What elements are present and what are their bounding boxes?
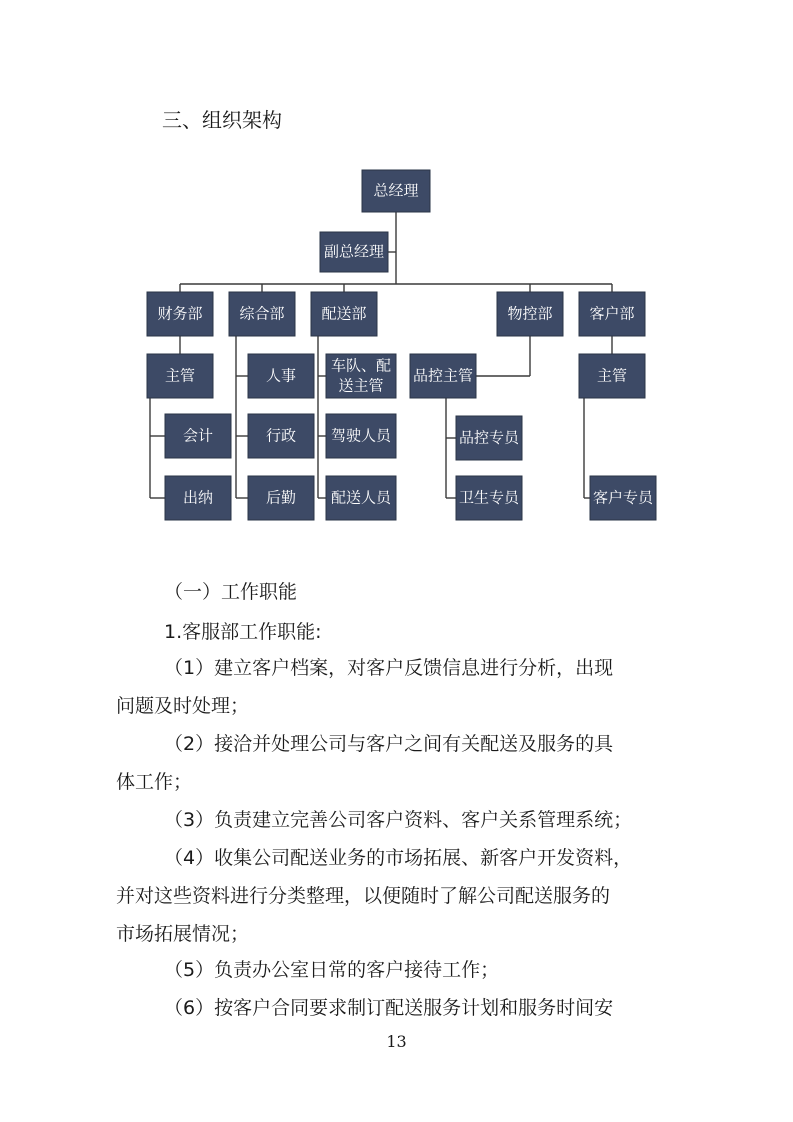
svg-text:驾驶人员: 驾驶人员: [330, 426, 392, 445]
subheading: （一）工作职能: [164, 581, 298, 603]
org-node-customer: [579, 292, 645, 336]
org-node-hygiene-specialist: [456, 476, 522, 520]
section-heading: 三、组织架构: [162, 108, 282, 132]
svg-text:综合部: 综合部: [239, 304, 285, 323]
org-node-drivers: [326, 414, 396, 458]
org-node-customer-supervisor: [579, 354, 645, 398]
duty-item-3: （3）负责建立完善公司客户资料、客户关系管理系统；: [164, 809, 633, 831]
svg-text:客户部: 客户部: [589, 304, 635, 323]
svg-text:主管: 主管: [164, 366, 196, 385]
svg-text:财务部: 财务部: [157, 304, 203, 323]
duty-item-2-cont: 体工作；: [116, 771, 193, 793]
org-node-logistics: [248, 476, 314, 520]
org-node-fleet-supervisor: [326, 354, 396, 398]
duty-item-4-cont2: 市场拓展情况；: [116, 923, 250, 945]
org-node-finance-supervisor: [147, 354, 213, 398]
org-node-general-manager: [362, 170, 430, 212]
svg-text:送主管: 送主管: [338, 376, 384, 395]
org-node-deputy-manager: [320, 232, 388, 272]
svg-text:品控主管: 品控主管: [412, 366, 474, 385]
duty-item-2: （2）接洽并处理公司与客户之间有关配送及服务的具: [164, 733, 614, 755]
svg-text:主管: 主管: [596, 366, 628, 385]
org-node-customer-specialist: [590, 476, 656, 520]
duty-item-1-cont: 问题及时处理；: [116, 695, 250, 717]
org-node-material-control: [497, 292, 563, 336]
org-node-qc-supervisor: [410, 354, 476, 398]
svg-text:配送人员: 配送人员: [330, 488, 392, 507]
org-node-cashier: [165, 476, 231, 520]
svg-text:品控专员: 品控专员: [458, 428, 520, 447]
duty-item-4-cont: 并对这些资料进行分类整理，以便随时了解公司配送服务的: [116, 885, 611, 907]
svg-text:出纳: 出纳: [182, 488, 214, 507]
svg-text:行政: 行政: [265, 426, 297, 445]
svg-text:卫生专员: 卫生专员: [458, 488, 520, 507]
svg-text:后勤: 后勤: [265, 488, 297, 507]
svg-text:人事: 人事: [265, 366, 297, 385]
svg-text:副总经理: 副总经理: [323, 242, 385, 261]
org-node-finance: [147, 292, 213, 336]
duty-item-5: （5）负责办公室日常的客户接待工作；: [164, 959, 500, 981]
svg-text:物控部: 物控部: [507, 304, 553, 323]
svg-text:车队、配: 车队、配: [330, 356, 392, 375]
org-node-accountant: [165, 414, 231, 458]
svg-text:配送部: 配送部: [321, 304, 367, 323]
duty-item-1: （1）建立客户档案，对客户反馈信息进行分析，出现: [164, 657, 614, 679]
org-node-delivery-staff: [326, 476, 396, 520]
item-title: 1.客服部工作职能:: [164, 621, 322, 643]
svg-text:会计: 会计: [182, 426, 214, 445]
duty-item-4: （4）收集公司配送业务的市场拓展、新客户开发资料，: [164, 847, 633, 869]
duty-item-6: （6）按客户合同要求制订配送服务计划和服务时间安: [164, 997, 614, 1019]
org-node-delivery: [311, 292, 377, 336]
org-node-hr: [248, 354, 314, 398]
svg-text:客户专员: 客户专员: [592, 488, 654, 507]
page-number: 13: [386, 1032, 407, 1051]
org-node-qc-specialist: [456, 416, 522, 460]
org-node-admin: [248, 414, 314, 458]
org-node-general-affairs: [229, 292, 295, 336]
svg-text:总经理: 总经理: [373, 181, 419, 200]
